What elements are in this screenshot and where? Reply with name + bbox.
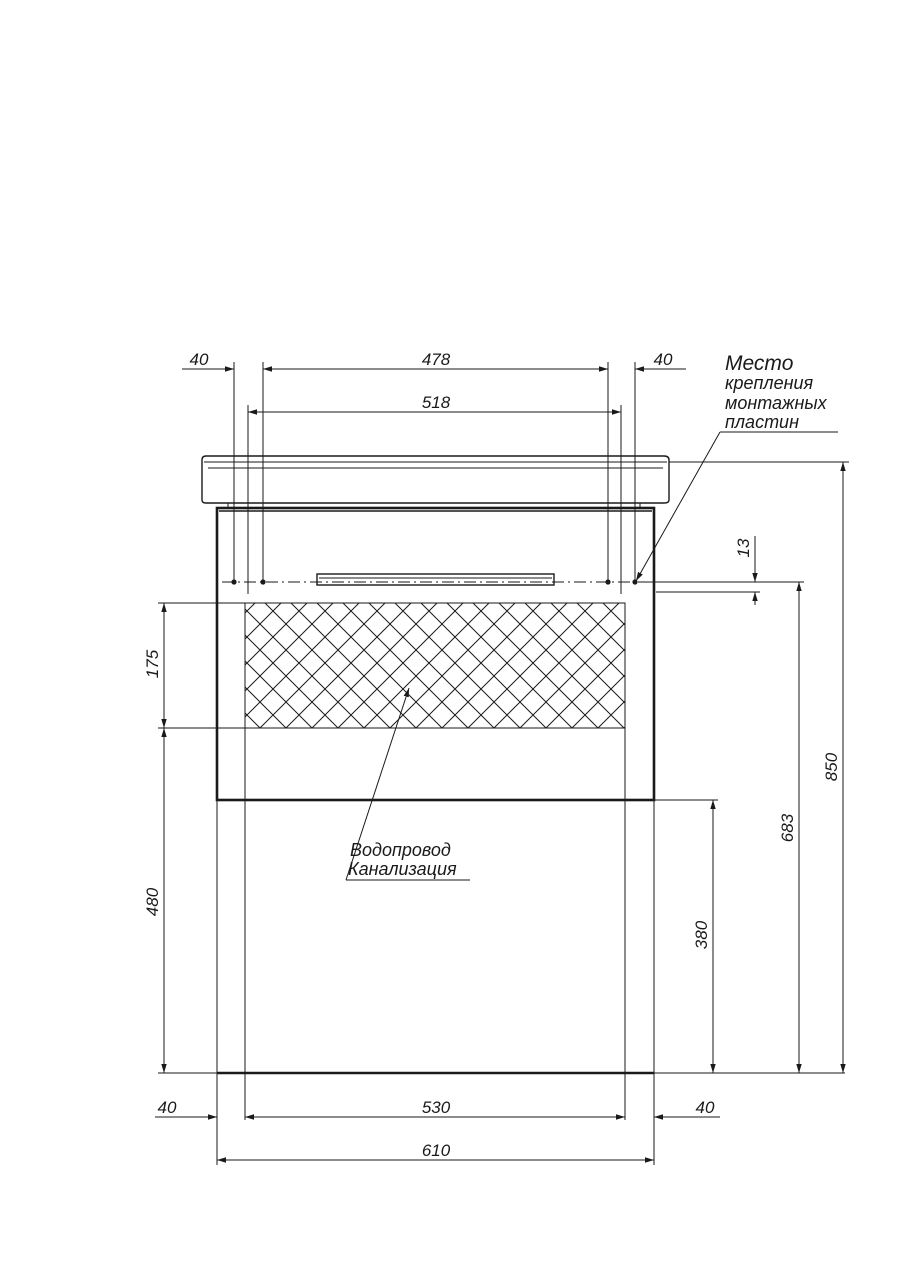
dim-380	[654, 800, 718, 1073]
note-mounting-line4: пластин	[725, 412, 799, 432]
dim-13	[638, 536, 760, 605]
dim-480	[143, 728, 217, 1073]
note-sewage: Канализация	[348, 859, 457, 879]
dim-label-top-left-40: 40	[189, 350, 209, 369]
dim-683	[654, 582, 845, 1073]
dim-top-row	[182, 350, 686, 369]
dim-850	[669, 462, 849, 1073]
dim-bottom-row	[155, 1098, 720, 1117]
mounting-axis	[222, 579, 650, 584]
note-mounting-line2: крепления	[725, 373, 814, 393]
utility-zone-hatch	[245, 603, 625, 728]
dim-518	[248, 393, 621, 412]
dim-label-bottom-right-40: 40	[695, 1098, 715, 1117]
note-water-supply: Водопровод	[350, 840, 451, 860]
dim-label-top-478: 478	[421, 350, 451, 369]
dim-label-bottom-530: 530	[421, 1098, 451, 1117]
countertop	[202, 456, 669, 508]
dim-175	[143, 603, 245, 728]
dim-label-13: 13	[734, 538, 753, 558]
dim-label-850: 850	[822, 752, 841, 782]
dim-label-518: 518	[421, 393, 451, 412]
dim-label-610: 610	[421, 1141, 451, 1160]
dim-label-top-right-40: 40	[653, 350, 673, 369]
dim-610	[217, 1073, 654, 1165]
dim-label-380: 380	[692, 920, 711, 950]
wall-outline	[217, 728, 654, 1120]
dim-label-683: 683	[778, 813, 797, 843]
note-mounting-line3: монтажных	[725, 393, 827, 413]
dim-label-175: 175	[143, 649, 162, 679]
dim-label-bottom-left-40: 40	[157, 1098, 177, 1117]
note-mounting-line1: Место	[725, 352, 794, 375]
dim-label-480: 480	[143, 887, 162, 917]
